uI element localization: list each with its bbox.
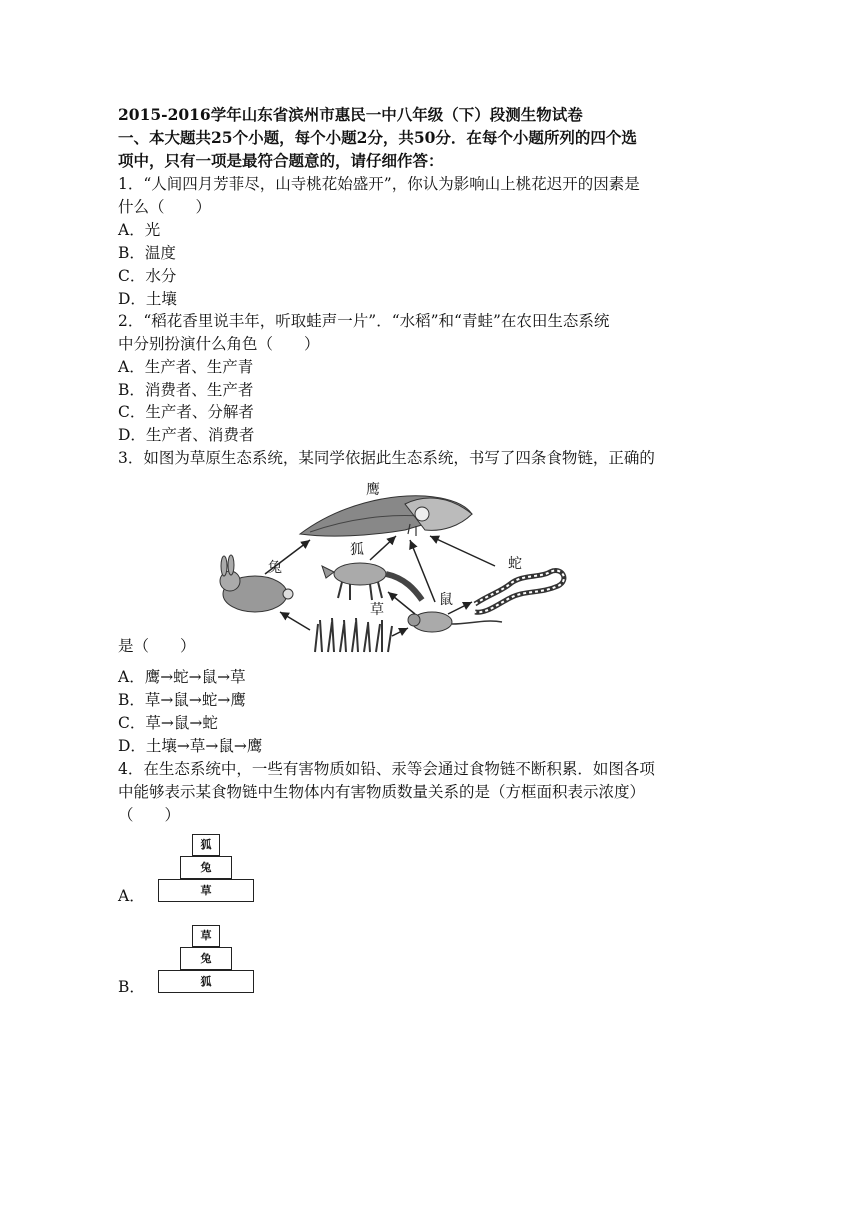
q4b-mid-box: 兔: [180, 947, 232, 970]
eagle-illustration: [300, 496, 472, 536]
q1-stem-line1: 1．“人间四月芳菲尽，山寺桃花始盛开”，你认为影响山上桃花迟开的因素是: [118, 175, 640, 193]
q1-stem-line2: 什么（ ）: [118, 198, 212, 216]
mouse-illustration: [408, 612, 502, 632]
fox-illustration: [322, 563, 422, 600]
q4-stem-line2: 中能够表示某食物链中生物体内有害物质数量关系的是（方框面积表示浓度）: [118, 783, 646, 801]
q3-option-a: A．鹰→蛇→鼠→草: [118, 668, 246, 686]
section-heading-line2: 项中，只有一项是最符合题意的，请仔细作答：: [118, 151, 444, 170]
arrow-rabbit-eagle: [265, 540, 310, 574]
section-heading-line1: 一、本大题共25个小题，每个小题2分，共50分．在每个小题所列的四个选: [118, 128, 637, 147]
q4a-top-box: 狐: [192, 834, 220, 856]
snake-illustration: [475, 571, 564, 613]
grass-illustration: [315, 618, 392, 652]
q4-stem-line1: 4．在生态系统中，一些有害物质如铅、汞等会通过食物链不断积累．如图各项: [118, 760, 655, 778]
q2-option-b: B．消费者、生产者: [118, 381, 254, 399]
q3-option-d: D．土壤→草→鼠→鹰: [118, 737, 263, 755]
rabbit-label: 兔: [268, 560, 282, 576]
q4a-mid-box: 兔: [180, 856, 232, 879]
rabbit-illustration: [220, 555, 293, 612]
q4-option-b-label: B．: [118, 978, 145, 996]
q3-stem-line1: 3．如图为草原生态系统，某同学依据此生态系统，书写了四条食物链，正确的: [118, 449, 655, 467]
q2-option-a: A．生产者、生产青: [118, 358, 254, 376]
q4-option-a-label: A．: [118, 887, 145, 905]
arrow-fox-eagle: [370, 536, 396, 560]
mouse-label: 鼠: [439, 592, 453, 608]
q3-option-c: C．草→鼠→蛇: [118, 714, 218, 732]
q3-stem-line2: 是（ ）: [118, 637, 196, 655]
arrow-grass-rabbit: [280, 612, 310, 630]
snake-label: 蛇: [508, 556, 522, 572]
q4b-top-box: 草: [192, 925, 220, 947]
q2-option-c: C．生产者、分解者: [118, 403, 254, 421]
q3-option-b: B．草→鼠→蛇→鹰: [118, 691, 246, 709]
q1-option-d: D．土壤: [118, 290, 177, 308]
q2-option-d: D．生产者、消费者: [118, 426, 255, 444]
q2-stem-line1: 2．“稻花香里说丰年，听取蛙声一片”．“水稻”和“青蛙”在农田生态系统: [118, 312, 610, 330]
q4b-bottom-box: 狐: [158, 970, 254, 993]
q4-stem-line3: （ ）: [118, 806, 181, 824]
q1-option-b: B．温度: [118, 244, 176, 262]
fox-label: 狐: [350, 542, 364, 558]
eagle-label: 鹰: [366, 482, 380, 498]
arrow-snake-eagle: [430, 536, 495, 566]
q4-option-b-pyramid: [158, 925, 254, 993]
doc-title: 2015-2016学年山东省滨州市惠民一中八年级（下）段测生物试卷: [118, 105, 583, 124]
food-web-figure: [210, 474, 575, 654]
q1-option-c: C．水分: [118, 267, 177, 285]
q4a-bottom-box: 草: [158, 879, 254, 902]
q1-option-a: A．光: [118, 221, 161, 239]
arrow-mouse-fox: [388, 592, 415, 614]
q4-option-a-pyramid: [158, 834, 254, 902]
arrow-grass-mouse: [392, 628, 408, 636]
q2-stem-line2: 中分别扮演什么角色（ ）: [118, 335, 320, 353]
grass-label: 草: [370, 602, 384, 618]
